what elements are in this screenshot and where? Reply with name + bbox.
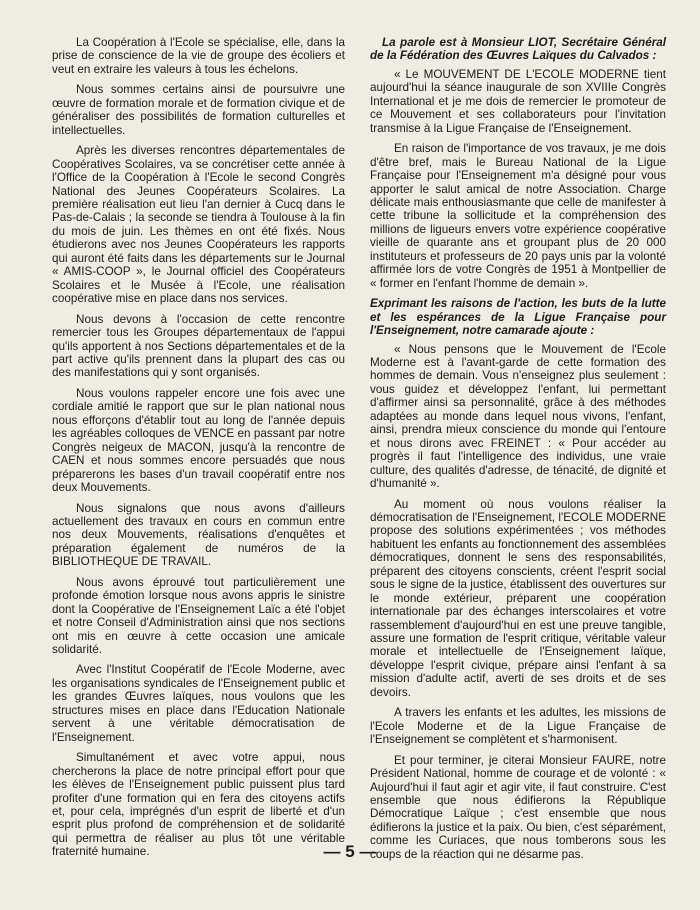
paragraph: Nous avons éprouvé tout particulièrement une profonde émotion lorsque nous avons appris le sinistre dont la Coopérative de l'Enseignement Laïc a été l'objet et notre Conseil d'Administration ainsi que nos sections ont mis en œuvre à cette occasion une amicale solidarité.: [52, 575, 345, 657]
paragraph: Après les diverses rencontres départementales de Coopératives Scolaires, va se concrétiser cette année à l'Office de la Coopération à l'Ecole le second Congrès National des Jeunes Coopérateurs Scolaires. La première réalisation eut lieu l'an dernier à Cucq dans le Pas-de-Calais ; la seconde se tiendra à Toulouse à la fin du mois de juin. Les thèmes en ont été fixés. Nous étudierons avec nos Jeunes Coopérateurs les rapports qui auront été faits dans les départements sur le Journal « AMIS-COOP », le Journal officiel des Coopérateurs Scolaires et le Musée à l'Ecole, une réalisation coopérative mise en place dans nos services.: [52, 144, 345, 306]
page-number: — 5 —: [323, 842, 377, 861]
paragraph: Simultanément et avec votre appui, nous chercherons la place de notre principal effort pour que les élèves de l'Enseignement public puissent plus tard profiter d'une formation qui en fera des citoyens actifs et, pour cela, imprégnés d'un esprit de liberté et d'un esprit plus profond de compréhension et de solidarité qui permettra de réaliser au plus tôt une véritable fraternité humaine.: [52, 751, 345, 859]
paragraph: « Le MOUVEMENT DE L'ECOLE MODERNE tient aujourd'hui la séance inaugurale de son XVIIIe Congrès International et je me dois de remercier le promoteur de ce Mouvement et ses collaborateurs pour l'invitation transmise à la Ligue Française de l'Enseignement.: [370, 67, 666, 135]
paragraph: A travers les enfants et les adultes, les missions de l'Ecole Moderne et de la Ligue Française de l'Enseignement se complètent et s'harmonisent.: [370, 706, 666, 747]
paragraph: Et pour terminer, je citerai Monsieur FAURE, notre Président National, homme de courage et de volonté : « Aujourd'hui il faut agir et agir vite, il faut construire. C'est ensemble que nous édifierons la République Démocratique Laïque ; c'est ensemble que nous édifierons la justice et la paix. Ou bien, c'est séparément, comme les Curiaces, que nous tomberons sous les coups de la réaction qui ne désarme pas.: [370, 753, 666, 861]
right-column: [370, 36, 666, 868]
paragraph: Avec l'Institut Coopératif de l'Ecole Moderne, avec les organisations syndicales de l'Enseignement public et les grandes Œuvres laïques, nous voulons que les structures mises en place dans l'Education Nationale servent à une véritable démocratisation de l'Enseignement.: [52, 663, 345, 744]
paragraph: « Nous pensons que le Mouvement de l'Ecole Moderne est à l'avant-garde de cette formation des hommes de demain. Vous n'enseignez plus seulement : vous guidez et développez l'enfant, lui permettant d'affirmer ainsi sa personnalité, grâce à des méthodes adaptées au monde dans lequel nous vivons, l'enfant, ainsi, prendra mieux conscience du monde qui l'entoure et nous dirons avec FREINET : « Pour accéder au progrès il faut l'intelligence des individus, une vraie culture, des qualités d'adresse, de ténacité, de dignité et d'humanité ».: [370, 342, 666, 491]
paragraph: Nous sommes certains ainsi de poursuivre une œuvre de formation morale et de formation civique et de généraliser des possibilités de formation culturelles et intellectuelles.: [52, 83, 345, 137]
speaker-intro-heading: La parole est à Monsieur LIOT, Secrétaire Général de la Fédération des Œuvres Laïques du Calvados :: [370, 36, 666, 63]
paragraph: Nous voulons rappeler encore une fois avec une cordiale amitié le rapport que sur le plan national nous nous efforçons d'établir tout au long de l'année depuis les agréables colloques de VENCE en passant par notre Congrès neigeux de MACON, jusqu'à la rencontre de CAEN et nous sommes encore persuadés que nous préparerons les bases d'un travail coopératif entre nos deux Mouvements.: [52, 386, 345, 495]
paragraph: Au moment où nous voulons réaliser la démocratisation de l'Enseignement, l'ECOLE MODERNE propose des solutions expérimentées ; vos méthodes habituent les enfants au fonctionnement des assemblées démocratiques, donnent le sens des responsabilités, préparent des citoyens conscients, créent l'esprit social sous le signe de la justice, établissent des ouvertures sur le monde extérieur, préparent une coopération internationale par des échanges interscolaires et votre rassemblement d'aujourd'hui en est une preuve tangible, assure une formation de l'esprit critique, véritable valeur morale et intellectuelle de l'Enseignement laïque, développe l'esprit civique, prépare ainsi l'enfant à sa mission d'adulte actif, averti de ses droits et de ses devoirs.: [370, 497, 666, 699]
paragraph: Nous signalons que nous avons d'ailleurs actuellement des travaux en cours en commun entre nos deux Mouvements, réalisations d'enquêtes et préparation également de numéros de la BIBLIOTHEQUE DE TRAVAIL.: [52, 501, 345, 569]
paragraph: En raison de l'importance de vos travaux, je me dois d'être bref, mais le Bureau National de la Ligue Française pour l'Enseignement m'a désigné pour vous apporter le salut amical de notre Association. Charge délicate mais enthousiasmante que celle de manifester à cette tribune la sollicitude et la compréhension des millions de ligueurs envers votre expérience coopérative vieille de quarante ans et groupant plus de 20 000 instituteurs et professeurs de 20 pays unis par la volonté affirmée lors de votre Congrès de 1951 à Montpellier de « former en l'enfant l'homme de demain ».: [370, 142, 666, 290]
paragraph: La Coopération à l'Ecole se spécialise, elle, dans la prise de conscience de la vie de groupe des écoliers et veut en extraire les valeurs à tous les échelons.: [52, 36, 345, 76]
left-column: [52, 36, 345, 866]
section-lead-heading: Exprimant les raisons de l'action, les buts de la lutte et les espérances de la Ligue Française pour l'Enseignement, notre camarade ajoute :: [370, 297, 666, 338]
paragraph: Nous devons à l'occasion de cette rencontre remercier tous les Groupes départementaux de l'appui qu'ils apportent à nos Sections départementales et de la part active qu'ils prennent dans la plupart des cas ou des manifestations qui y sont organisés.: [52, 312, 345, 380]
